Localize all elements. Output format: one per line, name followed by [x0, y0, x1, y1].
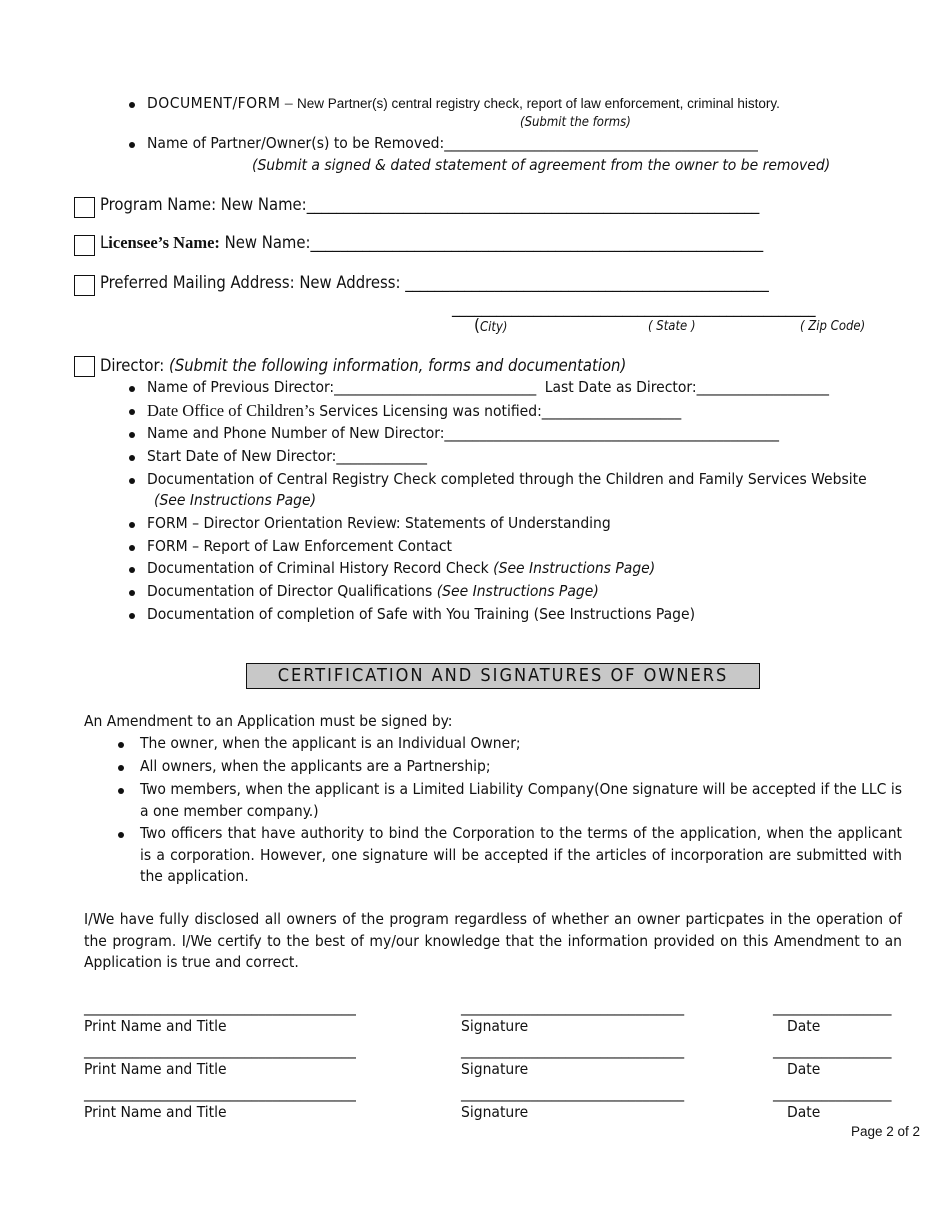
print-name-label: Print Name and Title: [84, 1060, 227, 1078]
director-item-registry: Documentation of Central Registry Check completed through the Children and Family Services Website: [147, 470, 867, 488]
doc-form-item: [147, 94, 780, 113]
doc-form-label: DOCUMENT/FORM: [147, 94, 281, 112]
remove-owner-label: Name of Partner/Owner(s) to be Removed:: [147, 134, 445, 152]
mailing-address-line2[interactable]: _________________________________________________: [452, 298, 816, 317]
print-name-line[interactable]: _______________________________________: [84, 1084, 356, 1102]
print-name-label: Print Name and Title: [84, 1103, 227, 1121]
director-item-previous: [147, 378, 829, 396]
notified-field[interactable]: Services Licensing was notified:____________________: [319, 402, 682, 420]
certification-intro: An Amendment to an Application must be signed by:: [84, 712, 453, 730]
cert-bullet-individual: The owner, when the applicant is an Individual Owner;: [140, 734, 521, 752]
bullet-dot: [118, 788, 124, 794]
licensee-name-label: icensee’s Name:: [108, 233, 220, 252]
cert-bullet-llc: Two members, when the applicant is a Limited Liability Company(One signature will be accepted if the LLC is a one member company.): [140, 780, 902, 820]
cert-bullet-partnership: All owners, when the applicants are a Partnership;: [140, 757, 491, 775]
zip-label: ( Zip Code): [800, 319, 866, 334]
bullet-dot: [129, 478, 135, 484]
director-checkbox[interactable]: [74, 356, 95, 377]
licensee-name-checkbox[interactable]: [74, 235, 95, 256]
date-line[interactable]: _________________: [773, 1041, 892, 1059]
signature-line[interactable]: ________________________________: [461, 1041, 685, 1059]
date-label: Date: [787, 1103, 821, 1121]
city-paren: (: [474, 316, 480, 336]
director-item-law-enforcement: FORM – Report of Law Enforcement Contact: [147, 537, 452, 555]
director-item-orientation: FORM – Director Orientation Review: Statements of Understanding: [147, 514, 611, 532]
signature-label: Signature: [461, 1060, 529, 1078]
date-line[interactable]: _________________: [773, 1084, 892, 1102]
bullet-dot: [129, 590, 135, 596]
director-item-qualifications: [147, 582, 599, 600]
remove-owner-note: (Submit a signed & dated statement of agreement from the owner to be removed): [252, 156, 831, 174]
director-label: Director:: [100, 356, 165, 375]
licensee-name-line[interactable]: _____________________________________________________________: [310, 233, 764, 252]
certification-statement: I/We have fully disclosed all owners of the program regardless of whether an owner particpates in the operation of the program. I/We certify to the best of my/our knowledge that the information provided on this Amendment to an Application is true and correct.: [84, 910, 902, 971]
bullet-dot: [129, 102, 135, 108]
state-label: ( State ): [648, 319, 696, 334]
bullet-dot: [118, 742, 124, 748]
remove-owner-line[interactable]: _____________________________________________: [444, 134, 758, 152]
city-text: City): [479, 320, 508, 335]
qualifications-text: Documentation of Director Qualifications: [147, 582, 433, 600]
licensee-prefix: L: [100, 233, 109, 252]
doc-form-text: New Partner(s) central registry check, report of law enforcement, criminal history.: [297, 96, 780, 111]
director-header: [100, 356, 626, 375]
page-number: Page 2 of 2: [851, 1124, 921, 1139]
bullet-dot: [118, 832, 124, 838]
criminal-history-note: (See Instructions Page): [493, 559, 656, 577]
signature-label: Signature: [461, 1017, 529, 1035]
program-name-label: Program Name: New Name:: [100, 195, 307, 214]
notified-serif-text: Date Office of Children’s: [147, 401, 315, 420]
director-item-criminal-history: [147, 559, 655, 577]
director-note: (Submit the following information, forms and documentation): [169, 356, 627, 375]
bullet-dot: [129, 613, 135, 619]
print-name-label: Print Name and Title: [84, 1017, 227, 1035]
director-item-safe-with-you: Documentation of completion of Safe with You Training (See Instructions Page): [147, 605, 696, 623]
bullet-dot: [129, 522, 135, 528]
bullet-dot: [129, 432, 135, 438]
doc-form-note: (Submit the forms): [520, 115, 631, 130]
date-label: Date: [787, 1017, 821, 1035]
program-name-row: [100, 195, 759, 214]
signature-label: Signature: [461, 1103, 529, 1121]
licensee-name-row: [100, 233, 763, 253]
bullet-dot: [129, 409, 135, 415]
cert-bullet-corporation: Two officers that have authority to bind the Corporation to the terms of the application, when the applicant is a corporation. However, one signature will be accepted if the articles of incorporation are submitted with the application.: [140, 824, 902, 885]
director-item-notified: [147, 401, 681, 421]
doc-form-dash: –: [284, 95, 293, 112]
previous-director-field[interactable]: Name of Previous Director:_____________________________: [147, 378, 537, 396]
date-label: Date: [787, 1060, 821, 1078]
start-date-field[interactable]: Start Date of New Director:_____________: [147, 447, 427, 465]
remove-owner-item: [147, 134, 758, 152]
bullet-dot: [129, 386, 135, 392]
bullet-dot: [129, 567, 135, 573]
criminal-history-text: Documentation of Criminal History Record Check: [147, 559, 489, 577]
bullet-dot: [129, 142, 135, 148]
qualifications-note: (See Instructions Page): [436, 582, 599, 600]
date-line[interactable]: _________________: [773, 998, 892, 1016]
new-director-field[interactable]: Name and Phone Number of New Director:________________________________________________: [147, 424, 780, 442]
program-name-checkbox[interactable]: [74, 197, 95, 218]
director-item-registry-note: (See Instructions Page): [154, 491, 317, 509]
certification-heading: CERTIFICATION AND SIGNATURES OF OWNERS: [246, 663, 760, 689]
mailing-address-checkbox[interactable]: [74, 275, 95, 296]
bullet-dot: [118, 765, 124, 771]
print-name-line[interactable]: _______________________________________: [84, 1041, 356, 1059]
mailing-address-label: Preferred Mailing Address: New Address:: [100, 273, 401, 292]
licensee-new-label: New Name:: [224, 233, 311, 252]
last-date-field[interactable]: Last Date as Director:___________________: [544, 378, 830, 396]
mailing-address-row: [100, 273, 769, 292]
bullet-dot: [129, 545, 135, 551]
signature-line[interactable]: ________________________________: [461, 1084, 685, 1102]
city-label: [474, 316, 507, 336]
program-name-line[interactable]: _____________________________________________________________: [306, 195, 760, 214]
bullet-dot: [129, 455, 135, 461]
print-name-line[interactable]: _______________________________________: [84, 998, 356, 1016]
mailing-address-line1[interactable]: _________________________________________________: [405, 273, 769, 292]
signature-line[interactable]: ________________________________: [461, 998, 685, 1016]
